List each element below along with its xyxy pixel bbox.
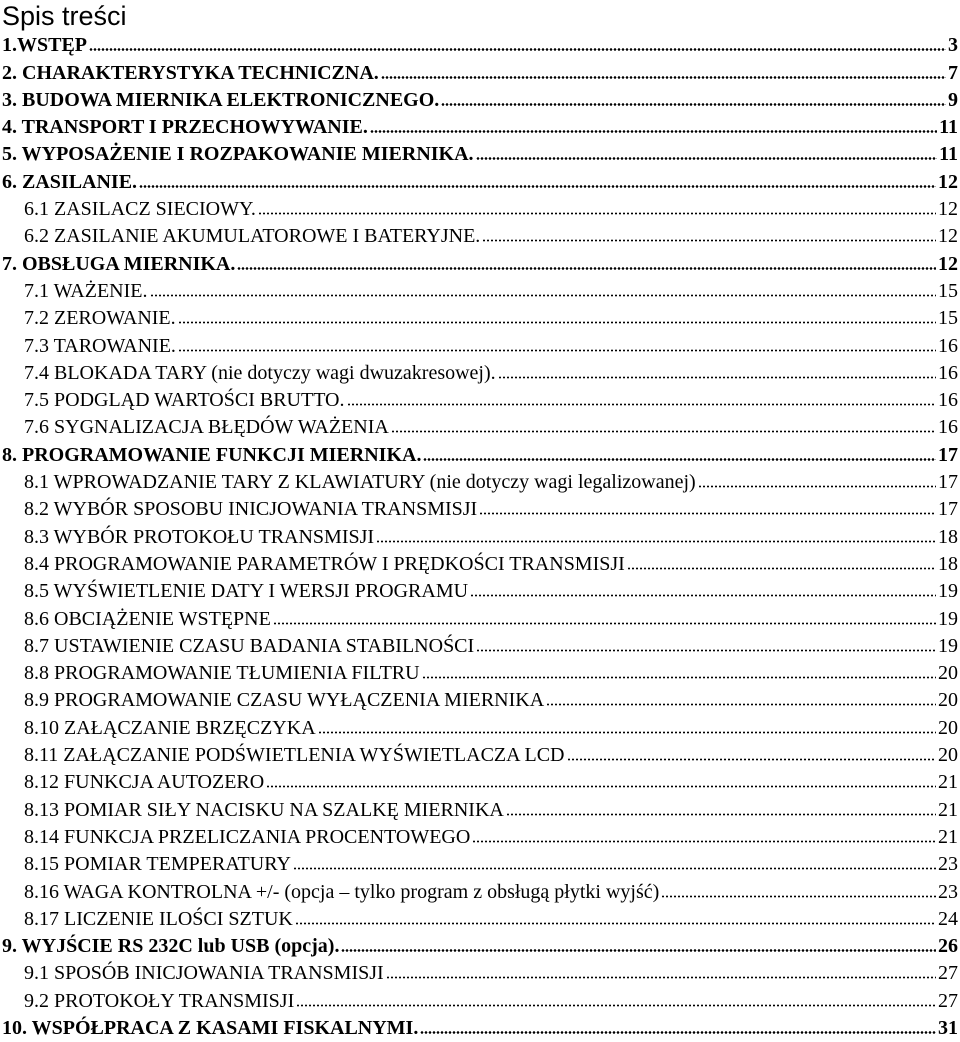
toc-entry-label: 1.WSTĘP (2, 34, 88, 57)
toc-entry[interactable] (0, 223, 960, 250)
toc-entry-page-number: 23 (938, 853, 958, 876)
toc-entry[interactable] (0, 59, 960, 86)
toc-entry-label: 8.15 POMIAR TEMPERATURY (24, 853, 291, 876)
toc-entry-page-number: 20 (938, 744, 958, 767)
toc-entry-page-number: 26 (938, 935, 958, 958)
toc-entry-page-number: 19 (938, 580, 958, 603)
toc-entry-label: 7.2 ZEROWANIE. (24, 307, 176, 330)
toc-entry-page-number: 27 (938, 989, 958, 1012)
toc-dot-leader (470, 594, 936, 597)
toc-entry-page-number: 11 (939, 143, 958, 166)
toc-dot-leader (698, 485, 936, 488)
toc-entry-page-number: 20 (938, 689, 958, 712)
toc-entry-label: 8.10 ZAŁĄCZANIE BRZĘCZYKA (24, 716, 316, 739)
toc-entry-label: 7.3 TAROWANIE. (24, 334, 176, 357)
toc-entry-label: 8. PROGRAMOWANIE FUNKCJI MIERNIKA. (2, 443, 422, 466)
toc-title: Spis treści (2, 1, 127, 31)
toc-dot-leader (295, 922, 936, 925)
toc-entry[interactable] (0, 387, 960, 414)
toc-entry-label: 8.13 POMIAR SIŁY NACISKU NA SZALKĘ MIERNIKA (24, 798, 504, 821)
toc-entry[interactable] (0, 906, 960, 933)
toc-entry-label: 7.5 PODGLĄD WARTOŚCI BRUTTO. (24, 389, 345, 412)
toc-entry[interactable] (0, 523, 960, 550)
toc-entry-page-number: 19 (938, 634, 958, 657)
toc-entry-label: 9.1 SPOSÓB INICJOWANIA TRANSMISJI (24, 962, 384, 985)
toc-dot-leader (386, 976, 936, 979)
toc-entry[interactable] (0, 441, 960, 468)
toc-entry-label: 8.6 OBCIĄŻENIE WSTĘPNE (24, 607, 271, 630)
toc-entry-page-number: 9 (948, 88, 958, 111)
toc-entry-page-number: 18 (938, 552, 958, 575)
toc-entry-label: 8.14 FUNKCJA PRZELICZANIA PROCENTOWEGO (24, 825, 471, 848)
toc-entry-page-number: 15 (938, 279, 958, 302)
toc-list (0, 32, 960, 1042)
toc-entry-label: 8.4 PROGRAMOWANIE PARAMETRÓW I PRĘDKOŚCI TRANSMISJI (24, 552, 625, 575)
toc-dot-leader (258, 212, 936, 215)
toc-entry[interactable] (0, 714, 960, 741)
toc-entry[interactable] (0, 332, 960, 359)
toc-dot-leader (661, 895, 936, 898)
toc-entry-page-number: 20 (938, 716, 958, 739)
toc-dot-leader (498, 376, 936, 379)
toc-entry[interactable] (0, 87, 960, 114)
toc-dot-leader (376, 540, 936, 543)
toc-entry-label: 10. WSPÓŁPRACA Z KASAMI FISKALNYMI. (2, 1016, 419, 1039)
toc-entry[interactable] (0, 824, 960, 851)
toc-dot-leader (472, 840, 936, 843)
toc-entry-label: 8.2 WYBÓR SPOSOBU INICJOWANIA TRANSMISJI (24, 498, 478, 521)
toc-entry-page-number: 16 (938, 389, 958, 412)
toc-entry-label: 8.8 PROGRAMOWANIE TŁUMIENIA FILTRU (24, 662, 420, 685)
toc-entry[interactable] (0, 769, 960, 796)
toc-entry-page-number: 20 (938, 662, 958, 685)
toc-entry-label: 6. ZASILANIE. (2, 170, 138, 193)
toc-entry-label: 8.16 WAGA KONTROLNA +/- (opcja – tylko program z obsługą płytki wyjść) (24, 880, 660, 903)
toc-dot-leader (266, 785, 936, 788)
toc-entry-page-number: 21 (938, 771, 958, 794)
toc-entry-label: 7.4 BLOKADA TARY (nie dotyczy wagi dwuzakresowej). (24, 361, 496, 384)
toc-entry-label: 8.5 WYŚWIETLENIE DATY I WERSJI PROGRAMU (24, 580, 469, 603)
toc-entry-page-number: 21 (938, 825, 958, 848)
toc-entry-label: 8.9 PROGRAMOWANIE CZASU WYŁĄCZENIA MIERNIKA (24, 689, 545, 712)
toc-dot-leader (139, 185, 936, 188)
toc-entry[interactable] (0, 414, 960, 441)
toc-entry-label: 3. BUDOWA MIERNIKA ELEKTRONICZNEGO. (2, 88, 440, 111)
toc-entry[interactable] (0, 250, 960, 277)
toc-entry-label: 7.6 SYGNALIZACJA BŁĘDÓW WAŻENIA (24, 416, 389, 439)
toc-entry[interactable] (0, 168, 960, 195)
toc-entry[interactable] (0, 32, 960, 59)
toc-entry[interactable] (0, 114, 960, 141)
toc-entry-page-number: 27 (938, 962, 958, 985)
toc-entry-label: 6.2 ZASILANIE AKUMULATOROWE I BATERYJNE. (24, 225, 481, 248)
toc-entry[interactable] (0, 851, 960, 878)
toc-entry[interactable] (0, 1015, 960, 1042)
toc-entry-page-number: 12 (938, 170, 958, 193)
toc-entry-label: 8.17 LICZENIE ILOŚCI SZTUK (24, 907, 293, 930)
toc-entry-page-number: 23 (938, 880, 958, 903)
toc-dot-leader (237, 267, 936, 270)
toc-dot-leader (422, 676, 936, 679)
toc-entry[interactable] (0, 496, 960, 523)
toc-dot-leader (420, 1031, 936, 1034)
toc-entry-page-number: 16 (938, 361, 958, 384)
toc-dot-leader (423, 458, 936, 461)
toc-dot-leader (381, 76, 946, 79)
toc-dot-leader (476, 649, 936, 652)
toc-entry[interactable] (0, 933, 960, 960)
toc-entry-page-number: 7 (948, 61, 958, 84)
toc-entry-page-number: 17 (938, 498, 958, 521)
toc-entry[interactable] (0, 687, 960, 714)
toc-entry-label: 9. WYJŚCIE RS 232C lub USB (opcja). (2, 935, 340, 958)
toc-entry-page-number: 21 (938, 798, 958, 821)
toc-entry-page-number: 24 (938, 907, 958, 930)
toc-dot-leader (178, 349, 936, 352)
toc-dot-leader (347, 403, 937, 406)
toc-dot-leader (391, 430, 936, 433)
toc-entry[interactable] (0, 878, 960, 905)
toc-entry-page-number: 17 (938, 443, 958, 466)
toc-dot-leader (293, 867, 936, 870)
toc-entry-label: 8.7 USTAWIENIE CZASU BADANIA STABILNOŚCI (24, 634, 475, 657)
toc-dot-leader (476, 157, 938, 160)
toc-entry-label: 8.1 WPROWADZANIE TARY Z KLAWIATURY (nie dotyczy wagi legalizowanej) (24, 471, 696, 494)
toc-dot-leader (441, 103, 946, 106)
toc-dot-leader (89, 48, 946, 51)
toc-entry-label: 7.1 WAŻENIE. (24, 279, 148, 302)
toc-entry[interactable] (0, 141, 960, 168)
toc-entry-label: 9.2 PROTOKOŁY TRANSMISJI (24, 989, 295, 1012)
toc-entry[interactable] (0, 196, 960, 223)
toc-entry[interactable] (0, 742, 960, 769)
toc-entry-page-number: 31 (938, 1016, 958, 1039)
toc-entry-label: 8.3 WYBÓR PROTOKOŁU TRANSMISJI (24, 525, 375, 548)
toc-entry-page-number: 16 (938, 334, 958, 357)
toc-entry-page-number: 16 (938, 416, 958, 439)
toc-entry-page-number: 12 (938, 198, 958, 221)
toc-dot-leader (479, 512, 936, 515)
toc-dot-leader (370, 130, 937, 133)
toc-entry-page-number: 18 (938, 525, 958, 548)
toc-dot-leader (178, 321, 936, 324)
toc-entry[interactable] (0, 660, 960, 687)
toc-dot-leader (627, 567, 936, 570)
toc-dot-leader (296, 1004, 936, 1007)
toc-dot-leader (150, 294, 937, 297)
toc-entry[interactable] (0, 305, 960, 332)
toc-entry-label: 7. OBSŁUGA MIERNIKA. (2, 252, 236, 275)
toc-entry-page-number: 3 (948, 34, 958, 57)
toc-entry[interactable] (0, 551, 960, 578)
toc-entry-page-number: 15 (938, 307, 958, 330)
toc-dot-leader (482, 239, 936, 242)
toc-entry[interactable] (0, 578, 960, 605)
toc-entry-label: 4. TRANSPORT I PRZECHOWYWANIE. (2, 116, 368, 139)
toc-entry[interactable] (0, 960, 960, 987)
toc-entry[interactable] (0, 987, 960, 1014)
toc-entry-label: 6.1 ZASILACZ SIECIOWY. (24, 198, 256, 221)
toc-entry-label: 8.11 ZAŁĄCZANIE PODŚWIETLENIA WYŚWIETLACZA LCD (24, 744, 565, 767)
toc-entry-label: 2. CHARAKTERYSTYKA TECHNICZNA. (2, 61, 379, 84)
toc-dot-leader (318, 731, 936, 734)
toc-entry-page-number: 19 (938, 607, 958, 630)
toc-entry[interactable] (0, 796, 960, 823)
toc-entry-page-number: 12 (938, 225, 958, 248)
toc-entry[interactable] (0, 469, 960, 496)
toc-entry-label: 5. WYPOSAŻENIE I ROZPAKOWANIE MIERNIKA. (2, 143, 474, 166)
toc-dot-leader (341, 949, 936, 952)
toc-dot-leader (546, 703, 936, 706)
toc-entry[interactable] (0, 278, 960, 305)
toc-entry-page-number: 12 (938, 252, 958, 275)
toc-dot-leader (273, 622, 936, 625)
toc-dot-leader (567, 758, 937, 761)
toc-entry-page-number: 17 (938, 471, 958, 494)
toc-entry[interactable] (0, 633, 960, 660)
toc-entry-page-number: 11 (939, 116, 958, 139)
toc-dot-leader (506, 813, 936, 816)
toc-entry[interactable] (0, 605, 960, 632)
toc-entry-label: 8.12 FUNKCJA AUTOZERO (24, 771, 265, 794)
toc-entry[interactable] (0, 360, 960, 387)
